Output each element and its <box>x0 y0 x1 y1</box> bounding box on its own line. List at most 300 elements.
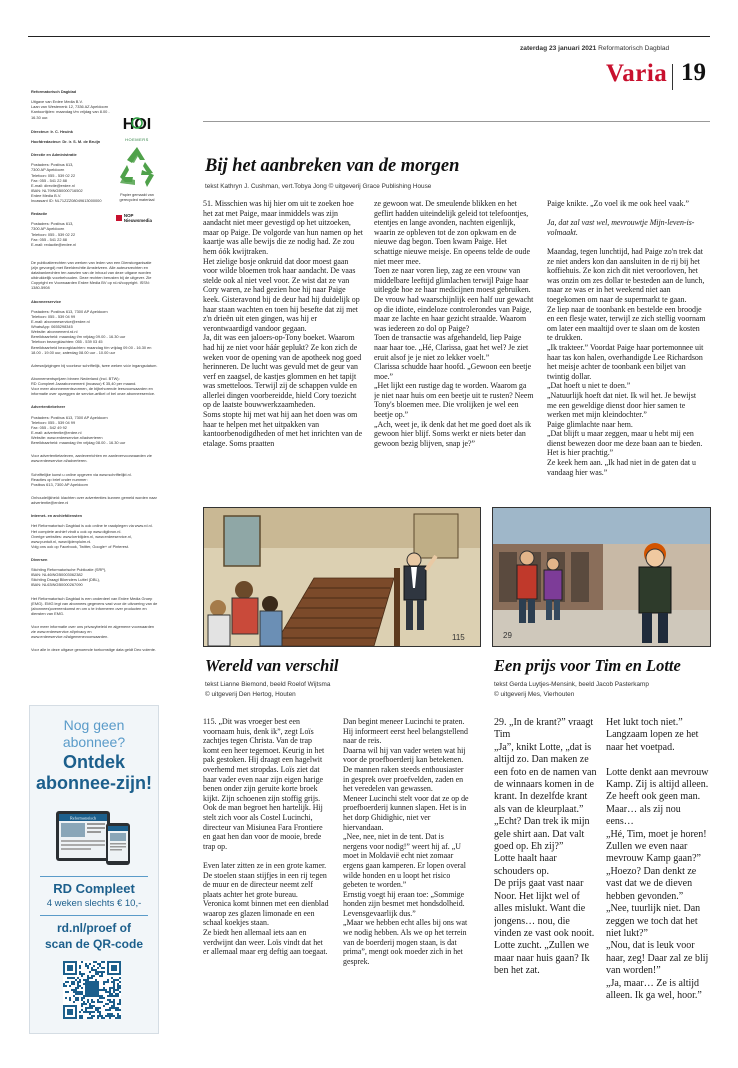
qr-module <box>113 1005 115 1007</box>
qr-module <box>75 991 77 993</box>
qr-module <box>73 1001 75 1003</box>
qr-module <box>91 999 93 1001</box>
qr-module <box>117 979 119 981</box>
qr-module <box>99 975 101 977</box>
qr-module <box>99 963 101 965</box>
qr-module <box>101 973 103 975</box>
qr-module <box>87 965 89 967</box>
qr-module <box>65 985 67 987</box>
article-col-3a: Paige knikte. „Zo voel ik me ook heel vaak.” <box>547 199 689 208</box>
comic-1-number: 115 <box>452 633 465 642</box>
qr-module <box>107 1003 109 1005</box>
qr-module <box>77 997 79 999</box>
qr-module <box>73 981 75 983</box>
comic-2-credit: tekst Gerda Luytjes-Mensink, beeld Jacob Pasterkamp <box>494 681 649 688</box>
qr-module <box>79 981 81 983</box>
qr-module <box>73 995 75 997</box>
qr-module <box>103 989 105 991</box>
qr-module <box>95 971 97 973</box>
qr-module <box>117 995 119 997</box>
qr-module <box>119 1009 121 1011</box>
qr-module <box>73 989 75 991</box>
qr-module <box>115 993 117 995</box>
qr-module <box>67 991 69 993</box>
qr-module <box>79 1011 81 1013</box>
ad-line1: Nog geen <box>63 717 125 733</box>
qr-module <box>93 969 95 971</box>
qr-module <box>73 977 75 979</box>
qr-module <box>77 985 79 987</box>
colophon-subs-text: Postadres: Postbus 613, 7300 AP Apeldoorn Telefoon: 055 - 539 04 99 E-mail: abonneeservice@erdee.nl WhatsApp: 0655298345 Website: abonnement.rd.nl Bereikbaarheid: maandag t/m vrijdag 09.00 - 16.30 uur Telefoon bezorgklachten: 055 - 539 03 45 Bereikbaarheid bezorgklachten: maandag t/m vrijdag 09.00 - 16.30 en 18.00 - 19.00 uur, zaterdag 08.00 uur - 10.00 uur <box>31 308 152 355</box>
qr-module <box>115 1007 117 1009</box>
header-divider <box>672 64 673 90</box>
qr-module <box>69 999 71 1001</box>
qr-module <box>87 1007 89 1009</box>
qr-module <box>111 995 113 997</box>
qr-module <box>73 991 75 993</box>
qr-module <box>83 1003 85 1005</box>
qr-module <box>85 979 87 981</box>
colophon-redactie-text: Postadres: Postbus 613, 7300 AP Apeldoorn Telefoon: 055 - 539 02 22 Fax: 055 - 541 22 88 E-mail: redactie@erdee.nl <box>31 221 77 247</box>
qr-module <box>101 997 103 999</box>
qr-module <box>97 1009 99 1011</box>
qr-module <box>119 987 121 989</box>
qr-module <box>119 985 121 987</box>
qr-module <box>91 977 93 979</box>
qr-finder <box>111 965 117 971</box>
qr-module <box>119 999 121 1001</box>
qr-module <box>85 965 87 967</box>
qr-module <box>105 991 107 993</box>
qr-module <box>83 1011 85 1013</box>
qr-module <box>107 1015 109 1017</box>
qr-module <box>77 999 79 1001</box>
qr-module <box>67 977 69 979</box>
qr-module <box>115 989 117 991</box>
colophon-director: Directeur: Ir. C. Heuink <box>31 128 73 134</box>
qr-module <box>91 969 93 971</box>
qr-module <box>109 1017 111 1019</box>
qr-module <box>109 1001 111 1003</box>
qr-module <box>115 1017 117 1019</box>
qr-module <box>113 987 115 989</box>
qr-module <box>105 989 107 991</box>
qr-module <box>81 1003 83 1005</box>
qr-finder <box>67 1009 73 1015</box>
qr-module <box>89 1017 91 1019</box>
qr-module <box>91 967 93 969</box>
qr-module <box>107 981 109 983</box>
qr-module <box>111 993 113 995</box>
qr-module <box>97 981 99 983</box>
qr-module <box>93 1011 95 1013</box>
qr-module <box>113 991 115 993</box>
qr-module <box>107 1013 109 1015</box>
hoi-logo-mark <box>119 114 155 132</box>
qr-module <box>83 979 85 981</box>
comic-2-copyright: © uitgeverij Mes, Vierhouten <box>494 691 575 698</box>
qr-module <box>89 963 91 965</box>
qr-module <box>95 969 97 971</box>
qr-module <box>75 999 77 1001</box>
comic-2-number: 29 <box>503 631 512 640</box>
qr-module <box>103 997 105 999</box>
ad-offer: 4 weken slechts € 10,- <box>46 898 142 909</box>
qr-module <box>79 965 81 967</box>
comic-2-col-2: Het lukt toch niet.” Langzaam lopen ze het naar het voetpad. Lotte denkt aan mevrouw Kamp. Zij is altijd alleen. Ze heeft ook geen man. Maar… als zij nou eens… „Hé, Tim, moet je horen! Zullen we even naar mevrouw Kamp gaan?” „Hoezo? Dan denkt ze vast dat we de dieven hebben gevonden.” „Nee, tuurlijk niet. Dan zeggen we toch dat het niet lukt?” „Nou, dat is leuk voor haar, zeg! Daar zal ze blij van worden!” „Ja, maar… Ze is altijd alleen. Ik ga wel, hoor.” <box>606 717 709 1001</box>
header-paper: Reformatorisch Dagblad <box>598 45 670 52</box>
qr-module <box>111 981 113 983</box>
qr-module <box>93 1001 95 1003</box>
qr-module <box>83 973 85 975</box>
page-number: 19 <box>681 59 706 86</box>
qr-module <box>89 981 91 983</box>
colophon-editor: Hoofdredacteur: Dr. ir. S. M. de Bruijn <box>31 138 101 144</box>
ad-headline1: Ontdek <box>62 752 125 772</box>
qr-module <box>109 1007 111 1009</box>
ad-url[interactable]: rd.nl/proef of <box>57 921 131 935</box>
qr-module <box>113 989 115 991</box>
qr-module <box>89 1005 91 1007</box>
nop-logo <box>116 214 162 222</box>
qr-module <box>107 979 109 981</box>
qr-module <box>63 985 65 987</box>
qr-module <box>85 1011 87 1013</box>
qr-center-logo <box>85 983 99 997</box>
qr-module <box>117 1009 119 1011</box>
qr-module <box>93 981 95 983</box>
qr-module <box>79 991 81 993</box>
qr-module <box>79 979 81 981</box>
qr-module <box>113 995 115 997</box>
qr-module <box>69 985 71 987</box>
qr-module <box>79 993 81 995</box>
qr-module <box>109 1009 111 1011</box>
qr-module <box>95 973 97 975</box>
qr-module <box>93 975 95 977</box>
qr-module <box>103 971 105 973</box>
colophon-title: Reformatorisch Dagblad <box>31 89 77 95</box>
qr-module <box>95 961 97 963</box>
ad-headline2: abonnee-zijn! <box>36 773 152 793</box>
qr-module <box>99 1007 101 1009</box>
qr-module <box>107 991 109 993</box>
qr-module <box>91 981 93 983</box>
qr-module <box>89 1011 91 1013</box>
qr-module <box>69 997 71 999</box>
qr-module <box>117 993 119 995</box>
qr-module <box>107 999 109 1001</box>
qr-module <box>87 1001 89 1003</box>
qr-module <box>109 1015 111 1017</box>
qr-module <box>105 1009 107 1011</box>
qr-module <box>81 991 83 993</box>
article-title: Bij het aanbreken van de morgen <box>205 156 460 176</box>
qr-module <box>99 1011 101 1013</box>
qr-module <box>77 991 79 993</box>
comic-1-col-1: 115. „Dit was vroeger best een voornaam huis, denk ik”, zegt Loïs zachtjes tegen Christa. Van de trap komt een heer tegemoet. Keurig in het pak gestoken. Hij draagt een hagelwit overhemd met stropdas. Loïs ziet dat haar vader even naar zijn eigen harige benen onder zijn geruite korte broek kijkt. Zijn schoenen zijn stoffig grijs. Ook de man begroet hen hartelijk. Hij stelt zich voor als Costel Lucinchi, directeur van Misiunea Fara Frontiere en gaat hen dan voor de mooie, brede trap op. Even later zitten ze in een grote kamer. De stoelen staan stijfjes in een rij tegen de muur en de directeur neemt zelf plaats achter het grote bureau. Veronica komt binnen met een dienblad waarop zes glazen limonade en een schaal koekjes staan. Ze biedt hen allemaal iets aan en verdwijnt dan weer. Loïs vindt dat het er allemaal maar erg deftig aan toegaat. <box>203 717 329 957</box>
comic-panel-2 <box>492 507 711 647</box>
ad-line2: abonnee? <box>62 734 126 750</box>
comic-panel-1 <box>203 507 481 647</box>
colophon-address-change: Adreswijzigingen bij voorkeur schriftelijk, twee weken vóór ingangsdatum. <box>31 362 158 368</box>
qr-module <box>91 1007 93 1009</box>
qr-module <box>97 1015 99 1017</box>
qr-module <box>71 983 73 985</box>
qr-module <box>71 977 73 979</box>
qr-module <box>99 971 101 973</box>
colophon-redactie-title: Redactie <box>31 211 48 217</box>
qr-module <box>89 1007 91 1009</box>
qr-module <box>101 1015 103 1017</box>
qr-module <box>113 1001 115 1003</box>
qr-module <box>115 995 117 997</box>
qr-module <box>79 1017 81 1019</box>
qr-module <box>119 1003 121 1005</box>
qr-module <box>79 967 81 969</box>
nop-text: NOP Nieuwsmedia <box>123 213 152 223</box>
qr-finder <box>67 965 73 971</box>
qr-module <box>85 1007 87 1009</box>
article-col-3c: Maandag, tegen lunchtijd, had Paige zo'n trek dat ze niet anders kon dan aansluiten in de rij bij het koffiehuis. Ze kon zich dit niet veroorloven, het was onzin om zes dollar te besteden aan de lunch, maar ze was er in het weekend niet aan toegekomen om naar de supermarkt te gaan. Ze liep naar de toonbank en bestelde een broodje en een flesje water, terwijl ze zich stellig voornam om later een maaltijd over te slaan om de kosten te drukken. „Ik trakteer.” Voordat Paige haar portemonnee uit haar tas kon halen, overhandigde Lee Richardson het meisje achter de toonbank een biljet van twintig dollar. „Dat hoeft u niet te doen.” „Natuurlijk hoeft dat niet. Ik wil het. Je bewijst me een geweldige dienst door hier samen te werken met mijn kleindochter.” Paige glimlachte naar hem. „Dat blijft u maar zeggen, maar u hebt mij een dienst bewezen door me deze baan aan te bieden. Het is hier prachtig.” Ze keek hem aan. „Ik had niet in de gaten dat u vandaag hier was.” <box>547 247 706 477</box>
qr-module <box>115 1009 117 1011</box>
qr-module <box>81 975 83 977</box>
qr-module <box>91 1017 93 1019</box>
qr-module <box>103 967 105 969</box>
colophon-internet-text: Het Reformatorisch Dagblad is ook online te raadplegen via www.rd.nl. Het complete archief vindt u ook op www.digibron.nl. Overige websites: www.kerktijden.nl, www.erdeeservice.nl, www.puntuit.nl, www.tijdenpluim.nl. Volg ons ook op Facebook, Twitter, Google+ of Pinterest. <box>31 523 153 549</box>
qr-module <box>93 965 95 967</box>
qr-module <box>113 999 115 1001</box>
qr-module <box>81 1005 83 1007</box>
qr-code[interactable] <box>63 961 121 1019</box>
qr-module <box>97 973 99 975</box>
qr-module <box>83 995 85 997</box>
qr-module <box>117 983 119 985</box>
qr-module <box>77 983 79 985</box>
ad-divider-2 <box>40 915 148 916</box>
devices-illustration <box>52 809 138 871</box>
colophon-terms: Voor meer informatie over ons privacybeleid en algemene voorwaarden zie www.erdeeservice.nl/privacy en www.erdeeservice.nl/algemenevoorwaarden. <box>31 624 155 640</box>
qr-module <box>99 995 101 997</box>
qr-module <box>113 1015 115 1017</box>
qr-module <box>109 995 111 997</box>
qr-module <box>91 1015 93 1017</box>
qr-module <box>83 1001 85 1003</box>
comic-1-copyright: © uitgeverij Den Hertog, Houten <box>205 691 296 698</box>
qr-module <box>75 979 77 981</box>
qr-module <box>119 991 121 993</box>
qr-module <box>119 1001 121 1003</box>
qr-module <box>113 983 115 985</box>
qr-module <box>91 1005 93 1007</box>
qr-module <box>109 991 111 993</box>
qr-module <box>97 1007 99 1009</box>
qr-module <box>89 1003 91 1005</box>
qr-module <box>97 1011 99 1013</box>
qr-module <box>87 1011 89 1013</box>
qr-module <box>85 1003 87 1005</box>
qr-module <box>111 1001 113 1003</box>
colophon-complaints: Onhoudelijkheid: klachten over advertenties kunnen gemeld worden naar advertentie@erdee.nl <box>31 494 157 506</box>
qr-module <box>87 979 89 981</box>
qr-module <box>101 1017 103 1019</box>
qr-module <box>77 977 79 979</box>
recycle-caption: Papier gemaakt van gerecycled materiaal <box>119 193 155 202</box>
qr-module <box>113 981 115 983</box>
section-title: Varia <box>606 60 668 87</box>
qr-module <box>89 1013 91 1015</box>
qr-module <box>109 989 111 991</box>
qr-module <box>103 1017 105 1019</box>
qr-module <box>97 1001 99 1003</box>
qr-module <box>81 961 83 963</box>
subscription-ad[interactable] <box>29 705 159 1034</box>
qr-module <box>81 1017 83 1019</box>
hoi-logo <box>119 114 155 140</box>
comic-2-title: Een prijs voor Tim en Lotte <box>494 656 681 675</box>
qr-module <box>83 983 85 985</box>
qr-module <box>95 979 97 981</box>
qr-module <box>111 987 113 989</box>
comic-1-col-2: Dan begint meneer Lucinchi te praten. Hij informeert eerst heel belangstellend naar de reis. Daarna wil hij van vader weten wat hij voor de proefboerderij kan betekenen. De mannen raken steeds enthousiaster in gesprek over proefvelden, zaden en het veredelen van gewassen. Meneer Lucinchi stelt voor dat ze op de proefboerderij kunnen slapen. Het is in het dorp Ghidighic, niet ver hiervandaan. „Nee, nee, niet in de tent. Dat is nergens voor nodig!” weert hij af. „U moet in Moldavië echt niet zomaar ergens gaan kamperen. Er lopen overal wilde honden en u loopt het risico gebeten te worden.” Ernstig voegt hij eraan toe: „Sommige honden zijn besmet met hondsdolheid. Levensgevaarlijk dus.” „Maar we hebben echt alles bij ons wat we nodig hebben. Als we op het terrein van de boerderij mogen staan, is dat prima”, mengt ook moeder zich in het gesprek. <box>343 717 469 966</box>
qr-module <box>65 991 67 993</box>
qr-module <box>93 1005 95 1007</box>
qr-module <box>105 1003 107 1005</box>
colophon-publisher: Uitgave van Erdee Media B.V. Laan van Westenenk 12, 7336 AZ Apeldoorn Kantoortijden: maandag t/m vrijdag van 8.00 - 16.30 uur. <box>31 99 110 120</box>
qr-module <box>99 1001 101 1003</box>
qr-module <box>97 963 99 965</box>
qr-module <box>117 1007 119 1009</box>
qr-module <box>81 1009 83 1011</box>
article-col-1: 51. Misschien was hij hier om uit te zoeken hoe het zat met Paige, maar inmiddels was zijn aandacht niet meer gevestigd op het uitzoeken, maar op Paige. De volgorde van hun namen op het kaartje was alle bewijs die ze nodig had. Ze zou hem óók kwijtraken. Het zielige bosje onkruid dat door moest gaan voor wilde bloemen trok haar aandacht. De vaas stelde ook al niet veel voor. Ze wist dat ze van Cory waren, ze had gezien hoe hij naar Paige keek. Gisteravond bij de deur had hij duidelijk op haar staan wachten en toen hij besefte dat zij met z'n drieën uit eten gingen, was hij er verontwaardigd vandoor gegaan. Ja, dit was een jaloers-op-Tony boeket. Waarom had hij ze niet voor háár geplukt? Ze kon zich de weken voor de opening van de apotheek nog goed herinneren. De lucht was gevuld met de geur van verf en zaagsel, de kastjes glommen en het tapijt was smetteloos. Terwijl zij de schappen vulde en allerlei dingen voorbereidde, hield Cory toezicht op de laatste bouwwerkzaamheden. Soms stopte hij met wat hij aan het doen was om haar te helpen met het uitpakken van kantoorbenodigdheden of met het inrichten van de etalage. Soms praatten <box>203 199 363 448</box>
comic-1-title: Wereld van verschil <box>205 656 339 675</box>
qr-module <box>109 1013 111 1015</box>
colophon-letters: Schriftelijke kunst u online opgeven via www.schriftelijkt.nl. Reacties op brief onder nummer: Postbus 613, 7300 AP Apeldoorn <box>31 471 132 487</box>
qr-module <box>99 997 101 999</box>
colophon-ads-text: Postadres: Postbus 613, 7300 AP Apeldoorn Telefoon: 055 - 539 04 99 Fax: 055 - 542 49 92 E-mail: advertentie@erdee.nl Website: www.erdeeservice.nl/adverteren Bereikbaarheid: maandag t/m vrijdag 08.00 - 16.30 uur <box>31 414 126 446</box>
qr-module <box>87 967 89 969</box>
qr-module <box>87 977 89 979</box>
qr-module <box>71 981 73 983</box>
recycle-icon <box>114 143 160 189</box>
comic-1-credit: tekst Lianne Biemond, beeld Roelof Wijtsma <box>205 681 331 688</box>
top-rule <box>28 36 710 37</box>
qr-module <box>109 999 111 1001</box>
qr-module <box>83 997 85 999</box>
qr-module <box>113 979 115 981</box>
colophon-privacy: Het Reformatorisch Dagblad is een onderdeel van Erdee Media Groep (EMG). EMG legt van abonnees gegevens vast voor de uitvoering van de (abonnees)overeenkomst en om u te informeren over producten en diensten van EMG. <box>31 595 158 616</box>
qr-module <box>117 989 119 991</box>
qr-module <box>99 1013 101 1015</box>
qr-module <box>119 1017 121 1019</box>
colophon-admin-title: Directie en Administratie <box>31 152 77 158</box>
qr-module <box>103 987 105 989</box>
header-dateline <box>520 45 669 52</box>
qr-module <box>63 983 65 985</box>
qr-module <box>75 997 77 999</box>
qr-module <box>65 997 67 999</box>
colophon-rights: De publicatierechten van werken van leden van een Dienstorganisatie (zijn gevoegd) met Beeldrechtte Amstelveen. Alle auteursrechten en databankrechten ten aanzien van de inhoud van deze uitgave worden uitdrukkelijk voorbehouden. Deze rechten berusten bij de uitgever. Zie Copyright en Voorwaarden Erdee Media BV op rd.nl/copyright. ISSN: 1380-5908 <box>31 260 152 291</box>
qr-module <box>81 997 83 999</box>
ad-product: RD Compleet <box>53 881 135 896</box>
qr-module <box>101 1001 103 1003</box>
qr-module <box>97 999 99 1001</box>
qr-module <box>79 973 81 975</box>
qr-module <box>97 967 99 969</box>
qr-module <box>75 993 77 995</box>
qr-module <box>117 1015 119 1017</box>
qr-module <box>113 1003 115 1005</box>
qr-module <box>89 977 91 979</box>
qr-module <box>75 987 77 989</box>
header-date: zaterdag 23 januari 2021 <box>520 45 597 52</box>
qr-module <box>103 981 105 983</box>
qr-module <box>101 975 103 977</box>
article-col-2: ze gewoon wat. De smeulende blikken en het geflirt hadden uiteindelijk geleid tot telefoontjes, etentjes en lange avonden, nachten eigenlijk, waarin ze opbleven tot de zon opkwam en de nieuwe dag begon. Toen kwam Paige. Het schattige nieuwe meisje. En opeens telde de oude niet meer mee. Toen ze naar voren liep, zag ze een vrouw van middelbare leeftijd glimlachen terwijl Paige haar uitlegde hoe ze haar medicijnen moest gebruiken. De vrouw had waarschijnlijk een half uur gewacht op die idiote, eindeloze controlerondes van Paige, maar ze lachte en haar gezicht straalde. Waarom was iedereen zo dol op Paige? Toen de transactie was afgehandeld, liep Paige naar haar toe. „Hé, Clarissa, gaat het wel? Je ziet eruit alsof je je niet zo lekker voelt.” Clarissa schudde haar hoofd. „Gewoon een beetje moe.” „Het lijkt een rustige dag te worden. Waarom ga je niet naar huis om een beetje uit te rusten? Neem Tony's bloemen mee. Die vrolijken je wel een beetje op.” „Ach, weet je, ik denk dat het me goed doet als ik gewoon hier blijf. Soms werkt er niets beter dan gewoon bezig blijven, snap je?” <box>374 199 534 448</box>
qr-module <box>85 1009 87 1011</box>
qr-module <box>87 975 89 977</box>
colophon-admin-text: Postadres: Postbus 613, 7300 AP Apeldoorn Telefoon: 055 - 539 02 22 Fax: 055 - 541 22 88 E-mail: directie@erdee.nl IBAN: NL79INGB0000716502 Erdee Media B.V. Incassant ID: NL71ZZZ08049613000000 <box>31 162 102 203</box>
qr-module <box>75 989 77 991</box>
qr-module <box>115 979 117 981</box>
article-credit: tekst Kathryn J. Cushman, vert.Tobya Jong © uitgeverij Grace Publishing House <box>205 183 432 190</box>
qr-module <box>91 1011 93 1013</box>
ad-divider <box>40 876 148 877</box>
qr-module <box>109 993 111 995</box>
qr-module <box>81 999 83 1001</box>
qr-module <box>105 981 107 983</box>
qr-module <box>91 1001 93 1003</box>
colophon-internet-title: Internet- en archiefdiensten <box>31 513 83 519</box>
qr-module <box>93 1015 95 1017</box>
colophon-misc-title: Diversen <box>31 556 48 562</box>
qr-module <box>87 999 89 1001</box>
qr-module <box>93 961 95 963</box>
qr-module <box>111 1013 113 1015</box>
colophon-prices: Abonnementsprijzen binnen Nederland (incl. BTW): RD Compleet Jaarabonnement (incasso) € 35,40 per maand. Voor meer abonnementsvormen, de bijbehorende leesvoorwaarden en informatie over opzeggen de service-artikel of bel onze abonneeservice. <box>31 375 156 397</box>
qr-module <box>81 987 83 989</box>
qr-module <box>103 1005 105 1007</box>
qr-module <box>81 973 83 975</box>
qr-module <box>73 983 75 985</box>
nop-icon <box>116 215 122 221</box>
qr-module <box>101 971 103 973</box>
qr-module <box>109 987 111 989</box>
qr-module <box>119 1015 121 1017</box>
qr-module <box>101 995 103 997</box>
qr-module <box>101 967 103 969</box>
qr-module <box>77 987 79 989</box>
hoi-logo-sub: HOEMERS <box>125 137 149 142</box>
qr-module <box>85 963 87 965</box>
qr-module <box>105 1015 107 1017</box>
qr-module <box>95 981 97 983</box>
qr-module <box>71 989 73 991</box>
qr-module <box>95 1007 97 1009</box>
qr-module <box>103 983 105 985</box>
qr-module <box>113 985 115 987</box>
qr-module <box>117 1013 119 1015</box>
qr-module <box>79 971 81 973</box>
qr-module <box>99 1015 101 1017</box>
qr-module <box>117 987 119 989</box>
header-rule <box>203 121 710 122</box>
qr-module <box>69 977 71 979</box>
qr-module <box>113 1007 115 1009</box>
qr-module <box>101 989 103 991</box>
qr-module <box>99 989 101 991</box>
qr-module <box>87 981 89 983</box>
